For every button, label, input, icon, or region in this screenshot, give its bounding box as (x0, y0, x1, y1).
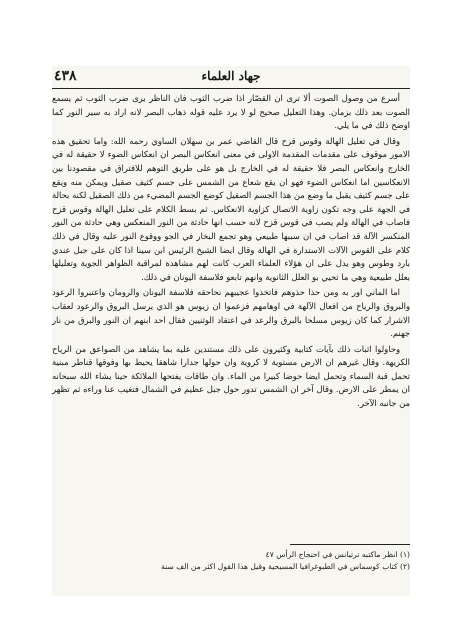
paragraph: وقال في تعليل الهالة وقوس قزح قال القاضي عمر بن سهلان الساوي رحمه الله: واما تحقيق هذه الامور موقوف على مقدمات المقدمة الاولى في معنى انعكاس البصر ان انعكاس الضوء لا حقيقة له في الخارج وانعكاس البصر فلا حقيقة له في الخارج بل هو على طريق التوهم للافتراق في مقصودنا بين الانعكاسين اما انعكاس الضوء فهو ان يقع شعاع من الشمس على جسم كثيف صقيل ويمكن منه ويقع على جسم كثيف يقبل ما وضع من هذا الجسم الصقيل كوضع الجسم المضيء من ذلك الصقيل لكنه بحالة في الجهة على وجه تكون زاوية الاتصال كزاوية الانعكاس. ثم بسط الكلام على تعليل الهالة وقوس قزح فاصاب في الهالة ولم يصب في قوس قزح لانه حسب انها حادثة من النور المنعكس وهي حادثة من النور المنكسر الآلة قد اصاب في ان سببها طبيعي وهو تجمع البخار في الجو ووقوع النور عليه وقال في ذلك كلام على القوس الآلات الاستدارة في الهالة وقال ايضا الشيخ الرئيس ابن سينا اذا كان على جبل عندي بارد وطوس وهو يدل على ان هؤلاء العلماء العرب كانت لهم مشاهدة لمراقبة الظواهر الجوية وتعليلها بعلل طبيعية وهي ما تحيي بو العلل الثانوية وانهم تابعو فلاسفة اليونان في ذلك. (52, 135, 410, 282)
footnotes (52, 549, 410, 573)
page-number: ٤٣٨ (54, 68, 77, 84)
footnote-rule (290, 544, 410, 545)
book-page (52, 66, 410, 596)
footnote: (١) انظر ماكتبه ترتيانس في احتجاج الرأس ٤٧ (265, 550, 410, 559)
paragraph: أسرع من وصول الصوت ألا ترى ان القصّار اذا ضرب الثوب فان الناظر يرى ضرب الثوب ثم يسمع الصوت بعد ذلك بزمان. وهذا التعليل صحيح لو لا يرد عليه قوله ذهاب البصر لانه اراد به سير النور كما اوضح ذلك في ما يلي. (52, 93, 410, 131)
running-title: جهاد العلماء (201, 69, 261, 83)
paragraph: وحاولوا اثبات ذلك بآيات كتابية وكثيرون على ذلك مستندين عليه بما يشاهد من الصواعق من الرياح الكريهة. وقال غيرهم ان الارض مستوية لا كروية وان حولها جدارا شاهقا يحيط بها وفوقها قناطر مبنية تحمل قبة السماء وتحمل ايضا حوضا كبيرا من الماء. وان طاقات يفتحها الملائكة حينا يشاء الله سبحانه ان يمطر على الارض. وقال آخر ان الشمس تدور حول جبل عظيم في الشمال فتغيب عنا وراءه ثم تظهر من جانبه الآخر. (52, 343, 410, 409)
body-text (52, 92, 410, 411)
page-header (52, 66, 410, 89)
paragraph: اما الماني اور به ومن حذا حذوهم فاتخذوا عجيبهم نحاحقه فلاسفة اليونان والرومان واعتبروا الرعود والبروق والرياح من افعال الآلهة في اوهامهم فزعموا ان زيوس هو الذي يرسل البروق والرعود لعقاب الاشرار كما كان زيوس مسلحا بالبرق والرعد في اعتقاد الوثنيين فقال احد ابنهم ان النور والبرق من نار جهنم. (52, 287, 410, 339)
footnote: (٢) كتاب كوسماس في الطبوغرافيا المسيحية وقيل هذا القول اكثر من الف سنة (161, 562, 410, 571)
